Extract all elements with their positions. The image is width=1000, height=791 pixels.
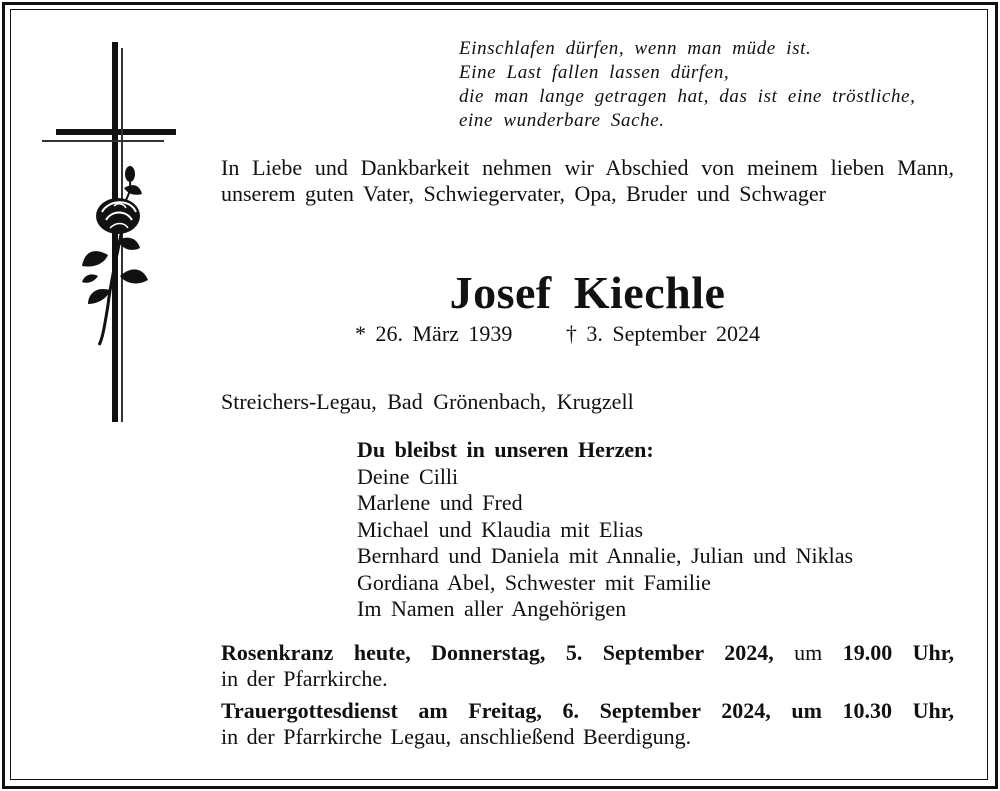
rosary-um: um: [794, 640, 823, 665]
rosary-time: 19.00 Uhr,: [842, 640, 955, 665]
rosary-line: [221, 640, 954, 666]
poem-line: Einschlafen dürfen, wenn man müde ist.: [459, 38, 812, 59]
cross-with-rose-icon: [38, 40, 183, 425]
death-date: † 3. September 2024: [565, 321, 761, 346]
mourner-name: Im Namen aller Angehörigen: [357, 596, 627, 621]
poem-line: eine wunderbare Sache.: [459, 110, 665, 131]
mourners-heading: Du bleibst in unseren Herzen:: [357, 437, 654, 462]
mourner-name: Gordiana Abel, Schwester mit Familie: [357, 569, 711, 595]
mourner-name: Deine Cilli: [357, 463, 459, 489]
intro-text: In Liebe und Dankbarkeit nehmen wir Abschied von meinem lieben Mann, unserem guten Vater, Schwiegervater, Opa, Bruder und Schwager: [221, 155, 954, 206]
poem-line: Eine Last fallen lassen dürfen,: [459, 62, 730, 83]
mourner-name: Marlene und Fred: [357, 490, 523, 515]
places: Streichers-Legau, Bad Grönenbach, Krugzell: [221, 389, 634, 414]
funeral-service-line: Trauergottesdienst am Freitag, 6. September 2024, um 10.30 Uhr,: [221, 698, 954, 723]
birth-date: * 26. März 1939: [355, 321, 513, 346]
mourner-name: Bernhard und Daniela mit Annalie, Julian und Niklas: [357, 543, 854, 568]
funeral-place: in der Pfarrkirche Legau, anschließend Beerdigung.: [221, 724, 692, 749]
service-info: [221, 640, 954, 750]
poem: [459, 37, 959, 133]
deceased-name: Josef Kiechle: [449, 267, 726, 318]
poem-line: die man lange getragen hat, das ist eine tröstliche,: [459, 86, 916, 107]
mourner-name: Michael und Klaudia mit Elias: [357, 516, 644, 542]
rosary-place: in der Pfarrkirche.: [221, 666, 388, 691]
rosary-date: Rosenkranz heute, Donnerstag, 5. September 2024,: [221, 640, 774, 665]
life-dates: [355, 321, 955, 347]
mourners-list: [357, 437, 957, 623]
